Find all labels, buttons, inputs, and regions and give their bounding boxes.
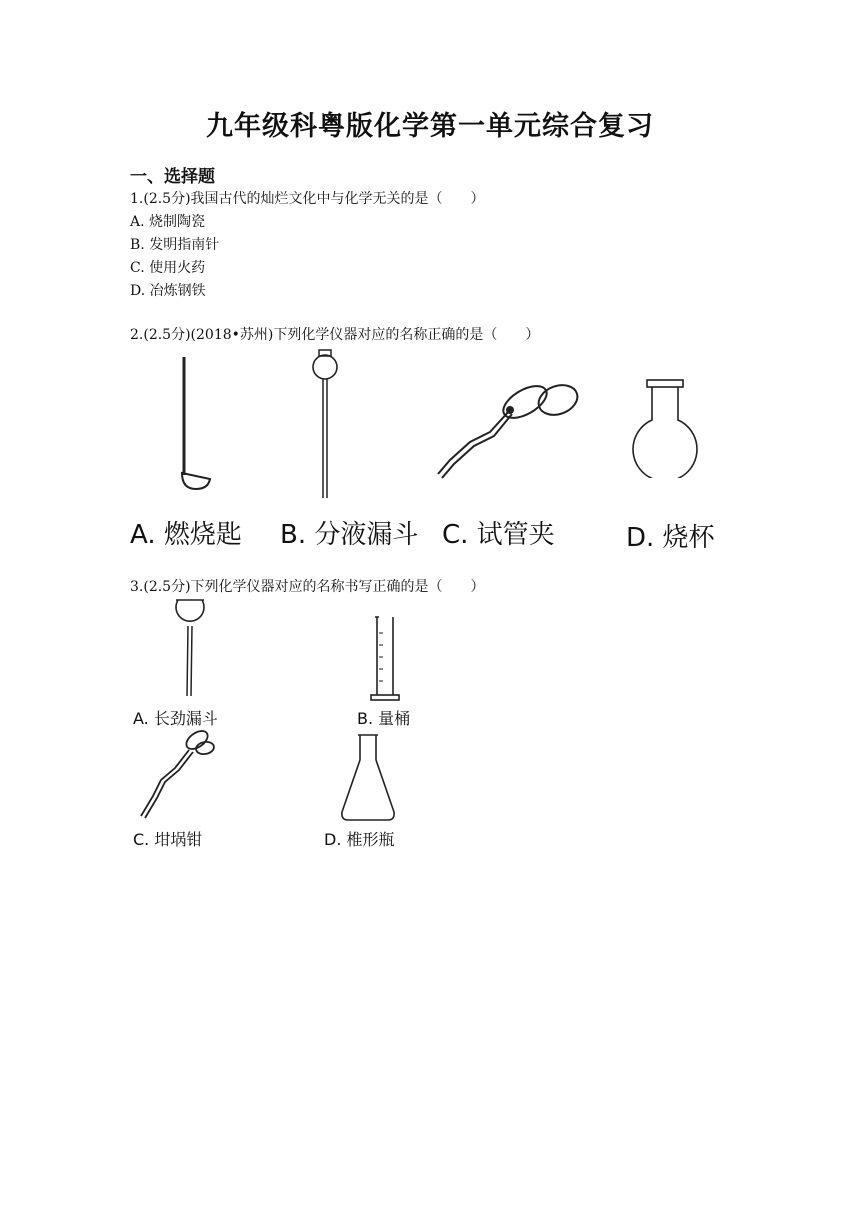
q2-stem: 2.(2.5分)(2018•苏州)下列化学仪器对应的名称正确的是（ ） <box>130 327 540 343</box>
q1-option-b: B. 发明指南针 <box>130 237 220 253</box>
q3-label-c: C. 坩埚钳 <box>133 830 203 849</box>
q3-label-b: B. 量桶 <box>357 709 411 728</box>
q1-option-c: C. 使用火药 <box>130 260 206 276</box>
q1-stem: 1.(2.5分)我国古代的灿烂文化中与化学无关的是（ ） <box>130 191 485 207</box>
graduated-cylinder-icon <box>365 615 405 703</box>
section-heading: 一、选择题 <box>130 167 215 187</box>
q2-label-a: A. 燃烧匙 <box>130 520 242 550</box>
q2-label-d: D. 烧杯 <box>626 523 715 553</box>
q1-option-a: A. 烧制陶瓷 <box>130 214 206 230</box>
combustion-spoon-icon <box>170 355 220 495</box>
page-title: 九年级科粤版化学第一单元综合复习 <box>206 111 654 142</box>
q1-option-d: D. 冶炼钢铁 <box>130 283 206 299</box>
separatory-funnel-icon <box>303 348 349 502</box>
conical-flask-icon <box>338 732 398 824</box>
round-bottom-flask-icon <box>620 378 710 478</box>
crucible-tongs-icon <box>430 380 590 480</box>
q3-label-a: A. 长劲漏斗 <box>133 709 218 728</box>
q2-label-b: B. 分液漏斗 <box>280 520 419 550</box>
long-neck-funnel-icon <box>170 598 210 700</box>
q2-label-c: C. 试管夹 <box>442 520 555 550</box>
q3-stem: 3.(2.5分)下列化学仪器对应的名称书写正确的是（ ） <box>130 579 485 595</box>
q3-label-d: D. 椎形瓶 <box>324 830 395 849</box>
crucible-tongs-icon <box>135 728 215 823</box>
